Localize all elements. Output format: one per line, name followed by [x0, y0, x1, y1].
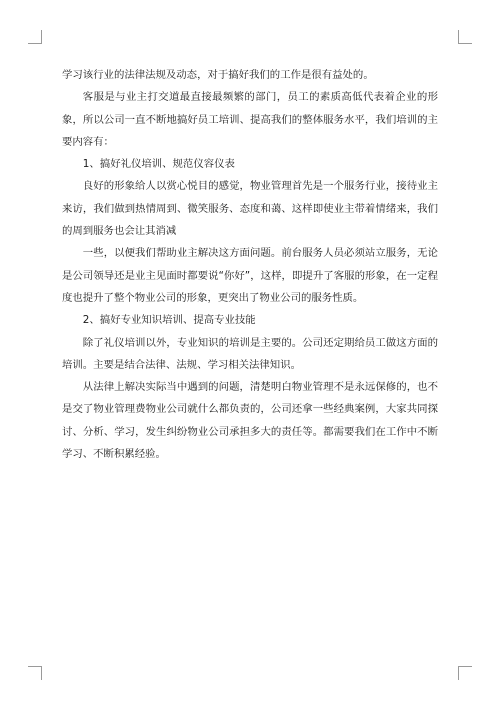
- paragraph-customer-service-intro: 客服是与业主打交道最直接最频繁的部门，员工的素质高低代表着企业的形象，所以公司一直不断地搞好员工培训、提高我们的整体服务水平，我们培训的主要内容有：: [62, 91, 438, 148]
- paragraph-legal-cases: 从法律上解决实际当中遇到的问题，清楚明白物业管理不是永远保修的，也不是交了物业管理费物业公司就什么都负责的，公司还拿一些经典案例，大家共同探讨、分析、学习，发生纠纷物业公司承担多大的责任等。都需要我们在工作中不断学习、不断积累经验。: [62, 381, 438, 461]
- crop-mark-bottom-right: [458, 666, 472, 680]
- crop-mark-bottom-left: [28, 666, 42, 680]
- heading-etiquette-training: 1、搞好礼仪培训、规范仪容仪表: [82, 158, 235, 171]
- paragraph-front-desk: 一些，以便我们帮助业主解决这方面问题。前台服务人员必须站立服务，无论是公司领导还是业主见面时都要说“你好”，这样，即提升了客服的形象，在一定程度也提升了整个物业公司的形象，更突出了物业公司的服务性质。: [62, 247, 438, 304]
- paragraph-professional-knowledge: 除了礼仪培训以外，专业知识的培训是主要的。公司还定期给员工做这方面的培训。主要是结合法律、法规、学习相关法律知识。: [62, 336, 438, 371]
- document-body: [62, 64, 438, 465]
- heading-professional-training: 2、搞好专业知识培训、提高专业技能: [82, 314, 256, 327]
- crop-mark-top-left: [28, 30, 42, 44]
- crop-mark-top-right: [458, 30, 472, 44]
- paragraph-good-image: 良好的形象给人以赏心悦目的感觉，物业管理首先是一个服务行业，接待业主来访，我们做到热情周到、微笑服务、态度和蔼、这样即使业主带着情绪来，我们的周到服务也会让其消减: [62, 180, 438, 238]
- paragraph-law-learning: 学习该行业的法律法规及动态，对于搞好我们的工作是很有益处的。: [62, 69, 374, 81]
